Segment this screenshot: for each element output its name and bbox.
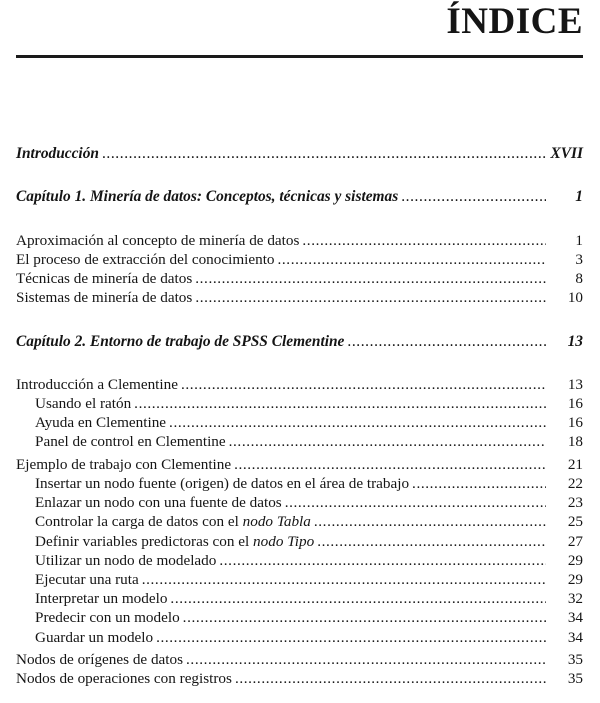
- toc-entry-text: Ejecutar una ruta: [35, 571, 139, 588]
- toc-entry-label: [16, 493, 282, 513]
- dot-leader: [229, 432, 546, 452]
- toc-page-number: 29: [567, 552, 583, 569]
- toc-entry-label: [16, 375, 178, 395]
- toc-entry-label: [16, 250, 275, 270]
- toc-entry: [16, 650, 583, 670]
- toc-entry-text: Ayuda en Clementine: [35, 414, 167, 431]
- toc-page-number: 13: [567, 333, 583, 350]
- toc-entry: [16, 231, 583, 251]
- toc-entry-text: Predecir con un modelo: [35, 609, 180, 626]
- dot-leader: [219, 551, 546, 571]
- toc-entry: [16, 589, 583, 609]
- toc-entry-label: [16, 512, 311, 532]
- toc-entry-text: Definir variables predictoras con el: [35, 533, 254, 550]
- toc-page-number: 16: [567, 395, 583, 412]
- toc-entry-emphasis: nodo Tipo: [253, 533, 315, 550]
- dot-leader: [195, 288, 546, 308]
- toc-entry-text: Introducción: [16, 145, 99, 162]
- toc-entry-label: [16, 332, 344, 352]
- toc-entry-label: [16, 432, 226, 452]
- dot-leader: [235, 669, 546, 689]
- toc-page-number: 22: [567, 475, 583, 492]
- toc-entry: [16, 432, 583, 452]
- toc-page-number: 25: [567, 513, 583, 530]
- dot-leader: [285, 493, 546, 513]
- toc-page-number: 13: [567, 376, 583, 393]
- toc-entry: [16, 250, 583, 270]
- toc-entry: [16, 394, 583, 414]
- toc-entry-label: [16, 231, 299, 251]
- toc-entry-emphasis: nodo Tabla: [242, 513, 311, 530]
- toc-entry-text: Nodos de operaciones con registros: [16, 670, 232, 687]
- toc-entry-text: Guardar un modelo: [35, 629, 154, 646]
- dot-leader: [278, 250, 546, 270]
- toc-page-number: 34: [567, 609, 583, 626]
- toc-entry: [16, 570, 583, 590]
- toc-page-number: XVII: [550, 145, 583, 162]
- toc-entry-label: [16, 650, 183, 670]
- toc-page-number: 35: [567, 670, 583, 687]
- toc-entry-text: Capítulo 2. Entorno de trabajo de SPSS Clementine: [16, 333, 345, 350]
- toc-page-number: 10: [567, 289, 583, 306]
- toc-chapter-entry: [16, 187, 583, 207]
- dot-leader: [302, 231, 546, 251]
- toc-entry: [16, 669, 583, 689]
- toc-page-number: 1: [575, 188, 583, 205]
- toc-entry: [16, 628, 583, 648]
- toc-entry: [16, 474, 583, 494]
- toc-entry: [16, 413, 583, 433]
- toc-page-number: 16: [567, 414, 583, 431]
- toc-entry-label: [16, 474, 409, 494]
- toc-entry-label: [16, 187, 398, 207]
- toc-entry-text: Técnicas de minería de datos: [16, 270, 193, 287]
- toc-page-number: 29: [567, 571, 583, 588]
- dot-leader: [183, 608, 546, 628]
- toc-entry-text: Sistemas de minería de datos: [16, 289, 193, 306]
- dot-leader: [186, 650, 546, 670]
- toc-page-number: 32: [567, 590, 583, 607]
- dot-leader: [195, 269, 546, 289]
- toc-entry-label: [16, 455, 231, 475]
- toc-entry: [16, 269, 583, 289]
- dot-leader: [181, 375, 546, 395]
- toc-entry: [16, 288, 583, 308]
- toc-entry-label: [16, 413, 166, 433]
- title-rule: [16, 55, 583, 58]
- dot-leader: [314, 512, 546, 532]
- dot-leader: [134, 394, 546, 414]
- toc-entry-label: [16, 144, 99, 164]
- toc-page-number: 21: [567, 456, 583, 473]
- toc-entry-label: [16, 551, 216, 571]
- toc-entry: [16, 493, 583, 513]
- toc-entry-label: [16, 570, 139, 590]
- toc-entry: [16, 532, 583, 552]
- toc-entry-label: [16, 608, 180, 628]
- toc-entry: [16, 512, 583, 532]
- toc-entry-text: Usando el ratón: [35, 395, 132, 412]
- toc-entry-label: [16, 589, 167, 609]
- toc-entry-text: Enlazar un nodo con una fuente de datos: [35, 494, 282, 511]
- toc-entry: [16, 375, 583, 395]
- toc-entry-text: Insertar un nodo fuente (origen) de datos en el área de trabajo: [35, 475, 410, 492]
- toc-entry-label: [16, 288, 192, 308]
- toc-page-number: 23: [567, 494, 583, 511]
- toc-entry-label: [16, 394, 131, 414]
- toc-entry-text: Interpretar un modelo: [35, 590, 168, 607]
- toc-entry-label: [16, 269, 192, 289]
- dot-leader: [401, 187, 546, 207]
- toc-entry-text: Panel de control en Clementine: [35, 433, 226, 450]
- toc-entry-text: Controlar la carga de datos con el: [35, 513, 243, 530]
- page-title: ÍNDICE: [446, 1, 583, 42]
- toc-entry-text: Nodos de orígenes de datos: [16, 651, 184, 668]
- toc-page-number: 27: [567, 533, 583, 550]
- toc-entry: [16, 608, 583, 628]
- toc-entry-text: Introducción a Clementine: [16, 376, 178, 393]
- toc-entry: [16, 455, 583, 475]
- dot-leader: [102, 144, 546, 164]
- toc-page-number: 35: [567, 651, 583, 668]
- toc-page-number: 1: [575, 232, 583, 249]
- toc-entry-text: Capítulo 1. Minería de datos: Conceptos, técnicas y sistemas: [16, 188, 399, 205]
- dot-leader: [317, 532, 546, 552]
- toc-entry-text: Aproximación al concepto de minería de datos: [16, 232, 300, 249]
- toc-page-number: 34: [567, 629, 583, 646]
- toc-entry-label: [16, 628, 153, 648]
- dot-leader: [347, 332, 546, 352]
- dot-leader: [412, 474, 546, 494]
- toc-entry-text: Ejemplo de trabajo con Clementine: [16, 456, 232, 473]
- dot-leader: [156, 628, 546, 648]
- dot-leader: [170, 589, 546, 609]
- toc-chapter-entry: [16, 332, 583, 352]
- toc-entry-label: [16, 669, 232, 689]
- toc-entry-label: [16, 532, 314, 552]
- dot-leader: [169, 413, 546, 433]
- toc-entry: [16, 551, 583, 571]
- toc-entry-text: El proceso de extracción del conocimiento: [16, 251, 275, 268]
- toc-page-number: 18: [567, 433, 583, 450]
- toc-chapter-entry: [16, 144, 583, 164]
- toc-page-number: 8: [575, 270, 583, 287]
- toc-page-number: 3: [575, 251, 583, 268]
- dot-leader: [142, 570, 546, 590]
- toc-entry-text: Utilizar un nodo de modelado: [35, 552, 217, 569]
- dot-leader: [234, 455, 546, 475]
